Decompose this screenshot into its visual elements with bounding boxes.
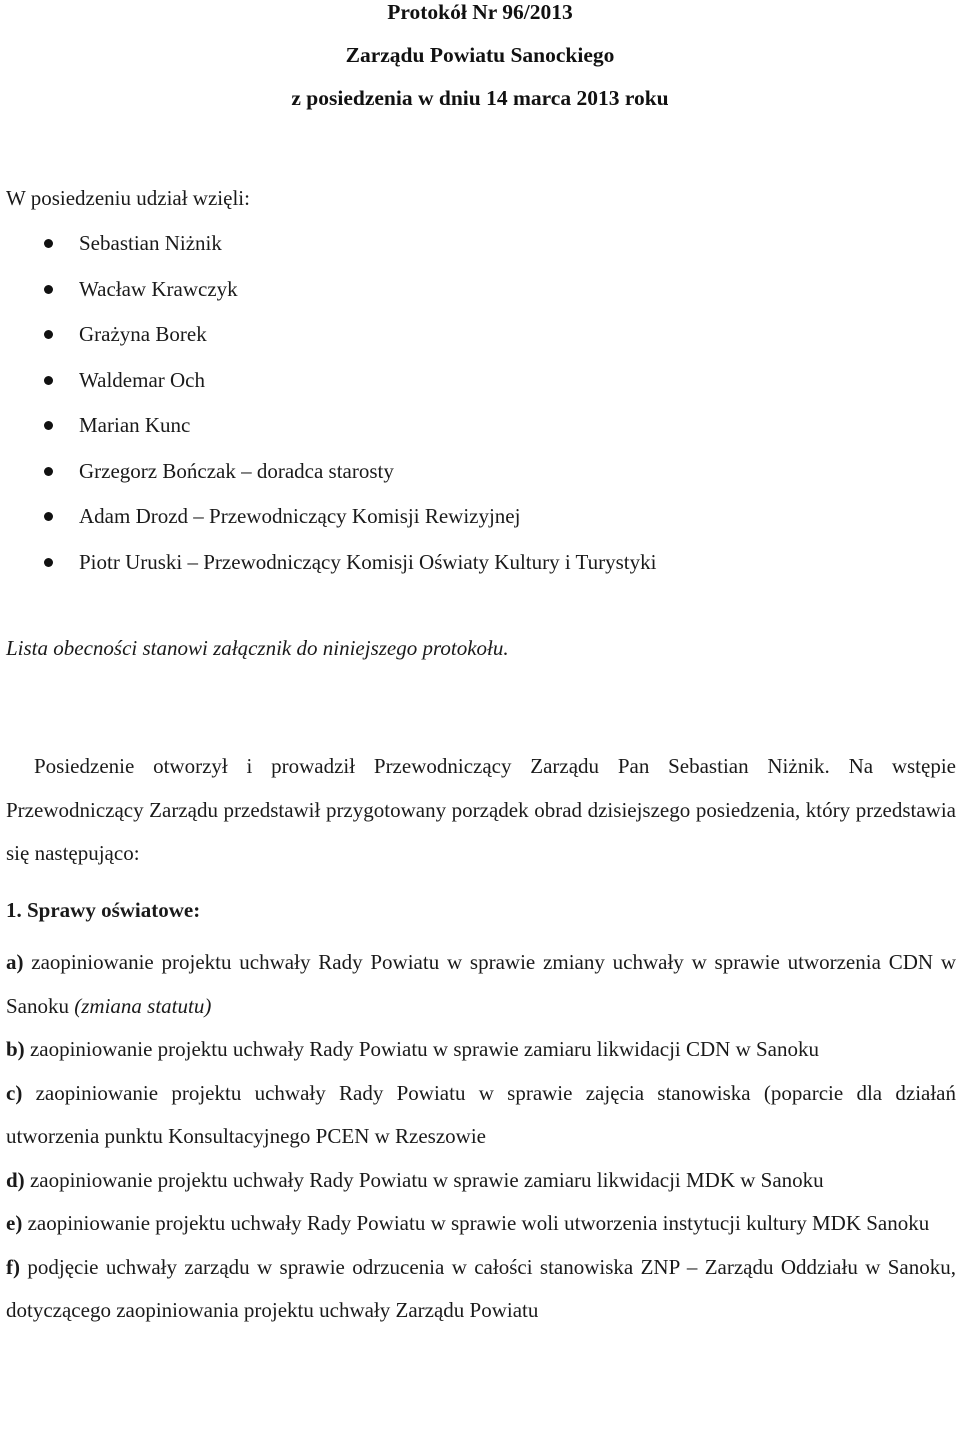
agenda-items xyxy=(6,941,956,1333)
attendance-note: Lista obecności stanowi załącznik do niniejszego protokołu. xyxy=(6,636,509,660)
bullet-icon xyxy=(44,421,53,430)
agenda-item-b: b) zaopiniowanie projektu uchwały Rady Powiatu w sprawie zamiaru likwidacji CDN w Sanoku xyxy=(6,1037,820,1061)
opening-paragraph: Posiedzenie otworzył i prowadził Przewodniczący Zarządu Pan Sebastian Niżnik. Na wstępie Przewodniczący Zarządu przedstawił przygotowany porządek obrad dzisiejszego posiedzenia, który przedstawia się następująco: xyxy=(6,754,956,865)
board-name: Zarządu Powiatu Sanockiego xyxy=(345,43,615,67)
section-heading: 1. Sprawy oświatowe: xyxy=(6,898,201,922)
agenda-item-d: d) zaopiniowanie projektu uchwały Rady Powiatu w sprawie zamiaru likwidacji MDK w Sanoku xyxy=(6,1167,824,1192)
agenda-item-a: a) zaopiniowanie projektu uchwały Rady Powiatu w sprawie zmiany uchwały w sprawie utworzenia CDN w Sanoku (zmiana statutu) xyxy=(6,950,956,1018)
bullet-icon xyxy=(44,512,53,521)
protocol-number: Protokół Nr 96/2013 xyxy=(387,0,573,24)
list-item: Sebastian Niżnik xyxy=(0,231,656,277)
agenda-item-e: e) zaopiniowanie projektu uchwały Rady Powiatu w sprawie woli utworzenia instytucji kultury MDK Sanoku xyxy=(6,1211,930,1235)
attendees-list xyxy=(0,231,656,595)
list-item: Adam Drozd – Przewodniczący Komisji Rewizyjnej xyxy=(0,504,656,550)
attendees-intro: W posiedzeniu udział wzięli: xyxy=(6,186,250,210)
bullet-icon xyxy=(44,239,53,248)
bullet-icon xyxy=(44,467,53,476)
list-item: Wacław Krawczyk xyxy=(0,277,656,323)
bullet-icon xyxy=(44,376,53,385)
list-item: Grażyna Borek xyxy=(0,322,656,368)
list-item: Grzegorz Bończak – doradca starosty xyxy=(0,459,656,505)
meeting-date: z posiedzenia w dniu 14 marca 2013 roku xyxy=(291,86,669,110)
bullet-icon xyxy=(44,285,53,294)
agenda-item-c: c) zaopiniowanie projektu uchwały Rady Powiatu w sprawie zajęcia stanowiska (poparcie dla działań utworzenia punktu Konsultacyjnego PCEN w Rzeszowie xyxy=(6,1080,956,1148)
bullet-icon xyxy=(44,558,53,567)
bullet-icon xyxy=(44,330,53,339)
list-item: Marian Kunc xyxy=(0,413,656,459)
agenda-item-f: f) podjęcie uchwały zarządu w sprawie odrzucenia w całości stanowiska ZNP – Zarządu Oddziału w Sanoku, dotyczącego zaopiniowania projektu uchwały Zarządu Powiatu xyxy=(6,1254,956,1322)
list-item: Piotr Uruski – Przewodniczący Komisji Oświaty Kultury i Turystyki xyxy=(0,550,656,596)
list-item: Waldemar Och xyxy=(0,368,656,414)
